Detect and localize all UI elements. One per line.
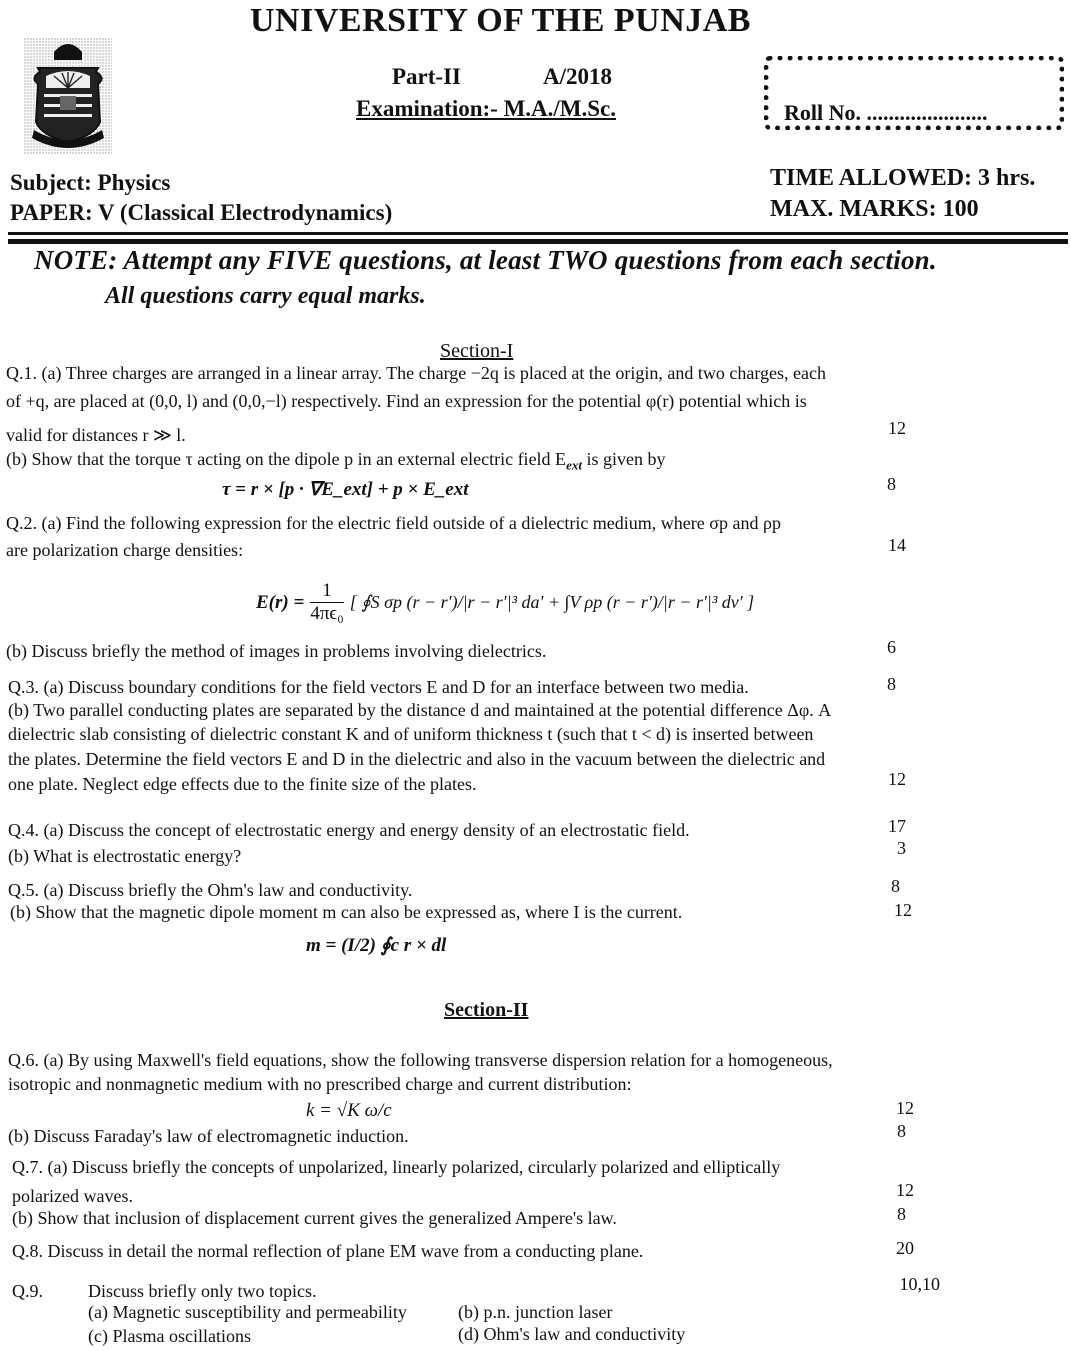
q2-eq-lhs: E(r) = bbox=[256, 591, 305, 613]
q1-torque-equation: τ = r × [p · ∇E_ext] + p × E_ext bbox=[222, 479, 469, 500]
q7-line-2: polarized waves. bbox=[12, 1186, 133, 1206]
max-marks: MAX. MARKS: 100 bbox=[770, 196, 979, 222]
q1-line-2: of +q, are placed at (0,0, l) and (0,0,−l) respectively. Find an expression for the potential φ(r) potential which is bbox=[6, 391, 807, 411]
exam-part: Part-II bbox=[392, 64, 461, 89]
q5-line-1: Q.5. (a) Discuss briefly the Ohm's law and conductivity. bbox=[8, 880, 413, 900]
q4-line-1: Q.4. (a) Discuss the concept of electrostatic energy and energy density of an electrostatic field. bbox=[8, 820, 690, 840]
q6a-marks: 12 bbox=[896, 1098, 914, 1118]
section-heading-2: Section-II bbox=[444, 999, 529, 1021]
subject-label: Subject: Physics bbox=[10, 170, 171, 195]
q6-line-3: (b) Discuss Faraday's law of electromagnetic induction. bbox=[8, 1126, 409, 1146]
exam-session: A/2018 bbox=[543, 64, 612, 89]
q6-line-1: Q.6. (a) By using Maxwell's field equations, show the following transverse dispersion relation for a homogeneous, bbox=[8, 1050, 833, 1070]
q6b-marks: 8 bbox=[897, 1121, 906, 1141]
q5b-marks: 12 bbox=[894, 900, 912, 920]
university-title: UNIVERSITY OF THE PUNJAB bbox=[250, 2, 751, 39]
q8-marks: 20 bbox=[896, 1238, 914, 1258]
q2-eq-numerator: 1 bbox=[310, 580, 343, 603]
q9-topic-b: (b) p.n. junction laser bbox=[458, 1302, 613, 1322]
q1b-marks: 8 bbox=[887, 474, 896, 494]
q4a-marks: 17 bbox=[888, 816, 906, 836]
q3b-marks: 12 bbox=[888, 769, 906, 789]
paper-label: PAPER: V (Classical Electrodynamics) bbox=[10, 200, 393, 225]
q6-line-2: isotropic and nonmagnetic medium with no prescribed charge and current distribution: bbox=[8, 1074, 632, 1094]
q4b-marks: 3 bbox=[897, 838, 906, 858]
q3-line-3: dielectric slab consisting of dielectric constant K and of uniform thickness t (such that t < d) is inserted between bbox=[8, 724, 814, 744]
university-crest-icon bbox=[24, 38, 112, 154]
q2b-marks: 6 bbox=[887, 637, 896, 657]
section-heading-1: Section-I bbox=[440, 340, 514, 362]
q1-line-1: Q.1. (a) Three charges are arranged in a linear array. The charge −2q is placed at the origin, and two charges, each bbox=[6, 363, 826, 383]
q3-line-2: (b) Two parallel conducting plates are separated by the distance d and maintained at the potential difference Δφ. A bbox=[8, 700, 832, 720]
q2-line-3: (b) Discuss briefly the method of images in problems involving dielectrics. bbox=[6, 641, 547, 661]
q7b-marks: 8 bbox=[897, 1204, 906, 1224]
q2-line-1: Q.2. (a) Find the following expression for the electric field outside of a dielectric medium, where σp and ρp bbox=[6, 513, 781, 533]
q8-line-1: Q.8. Discuss in detail the normal reflection of plane EM wave from a conducting plane. bbox=[12, 1241, 644, 1261]
q7a-marks: 12 bbox=[896, 1180, 914, 1200]
q7-line-3: (b) Show that inclusion of displacement current gives the generalized Ampere's law. bbox=[12, 1208, 617, 1228]
q3-line-5: one plate. Neglect edge effects due to the finite size of the plates. bbox=[8, 774, 477, 794]
q1-line-3: valid for distances r ≫ l. bbox=[6, 425, 186, 445]
q1-line-4 bbox=[6, 449, 665, 474]
roll-number-field[interactable]: Roll No. ...................... bbox=[784, 100, 988, 125]
q2-field-equation bbox=[256, 580, 754, 625]
examination-title: Examination:- M.A./M.Sc. bbox=[356, 96, 617, 121]
header-divider-bottom bbox=[8, 239, 1068, 244]
q2-eq-integrals: [ ∮S σp (r − r′)/|r − r′|³ da′ + ∫V ρp (r − r′)/|r − r′|³ dv′ ] bbox=[349, 592, 755, 612]
q9-topic-a: (a) Magnetic susceptibility and permeability bbox=[88, 1302, 407, 1322]
q3a-marks: 8 bbox=[887, 674, 896, 694]
q5-magnetic-moment-equation: m = (I/2) ∮c r × dl bbox=[306, 935, 447, 956]
q9-number: Q.9. bbox=[12, 1281, 43, 1301]
time-allowed: TIME ALLOWED: 3 hrs. bbox=[770, 165, 1036, 191]
q4-line-2: (b) What is electrostatic energy? bbox=[8, 846, 242, 866]
q5a-marks: 8 bbox=[891, 876, 900, 896]
q9-marks: 10,10 bbox=[899, 1274, 940, 1294]
q1a-marks: 12 bbox=[888, 418, 906, 438]
q3-line-4: the plates. Determine the field vectors E and D in the dielectric and also in the vacuum between the dielectric and bbox=[8, 749, 826, 769]
q5-line-2: (b) Show that the magnetic dipole moment m can also be expressed as, where I is the current. bbox=[10, 902, 683, 922]
note-instructions: NOTE: Attempt any FIVE questions, at least TWO questions from each section. bbox=[34, 245, 937, 275]
q3-line-1: Q.3. (a) Discuss boundary conditions for the field vectors E and D for an interface between two media. bbox=[8, 677, 749, 697]
q2a-marks: 14 bbox=[888, 535, 906, 555]
note-equal-marks: All questions carry equal marks. bbox=[105, 283, 426, 309]
q9-line-1: Discuss briefly only two topics. bbox=[88, 1281, 317, 1301]
q2-eq-denominator: 4πϵ₀ bbox=[310, 603, 344, 624]
q1b-text-end: is given by bbox=[581, 449, 666, 469]
q2-line-2: are polarization charge densities: bbox=[6, 540, 244, 560]
q9-topic-c: (c) Plasma oscillations bbox=[88, 1326, 251, 1346]
q1b-subscript: ext bbox=[566, 457, 582, 473]
q1b-text: (b) Show that the torque τ acting on the dipole p in an external electric field E bbox=[6, 449, 567, 469]
q2-eq-prefactor bbox=[310, 580, 343, 625]
q6-dispersion-equation: k = √K ω/c bbox=[306, 1100, 392, 1121]
header-divider-top bbox=[8, 232, 1068, 235]
q9-topic-d: (d) Ohm's law and conductivity bbox=[458, 1324, 686, 1344]
q7-line-1: Q.7. (a) Discuss briefly the concepts of unpolarized, linearly polarized, circularly polarized and elliptically bbox=[12, 1157, 781, 1177]
